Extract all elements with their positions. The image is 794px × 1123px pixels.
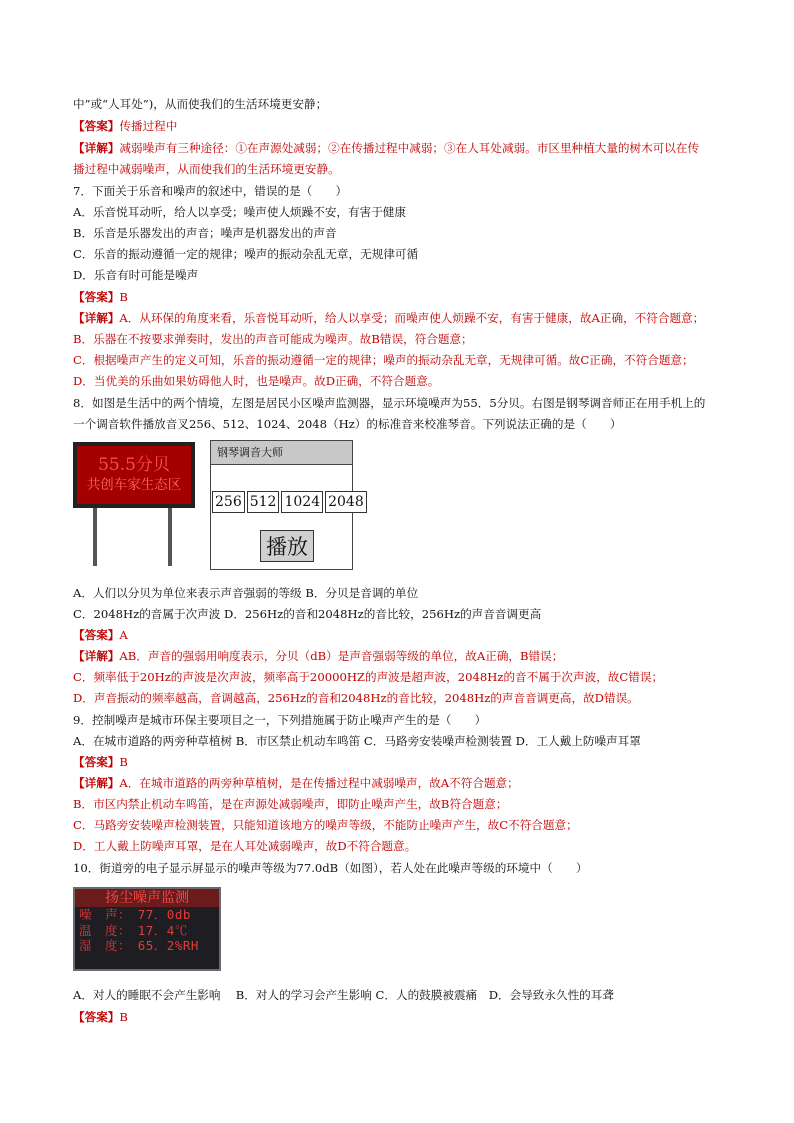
q8-options-ab: A．人们以分贝为单位来表示声音强弱的等级 B．分贝是音调的单位 xyxy=(73,586,419,600)
q10-options: A．对人的睡眠不会产生影响 B．对人的学习会产生影响 C．人的鼓膜被震痛 D．会导致永久性的耳聋 xyxy=(73,988,614,1002)
tuner-key-1024[interactable]: 1024 xyxy=(281,491,323,513)
led-header: 扬尘噪声监测 xyxy=(75,889,219,907)
q8-answer xyxy=(73,625,733,645)
tuner-app-window xyxy=(210,440,364,570)
play-button[interactable]: 播放 xyxy=(260,530,314,562)
q10-answer xyxy=(73,1007,733,1027)
answer-text: 传播过程中 xyxy=(119,119,178,133)
question-9: 9．控制噪声是城市环保主要项目之一，下列措施属于防止噪声产生的是（ ） xyxy=(73,713,487,727)
q9-explanation xyxy=(73,773,733,793)
q8-explanation xyxy=(73,646,733,666)
sign-slogan: 共创车家生态区 xyxy=(86,477,182,493)
explanation-line xyxy=(73,138,733,158)
q8-options-cd: C．2048Hz的音属于次声波 D．256Hz的音和2048Hz的音比较，256Hz的声音音调更高 xyxy=(73,607,542,621)
q7-explanation xyxy=(73,308,733,328)
tuner-key-512[interactable]: 512 xyxy=(247,491,280,513)
tuner-key-256[interactable]: 256 xyxy=(212,491,245,513)
q7-option-d: D．乐音有时可能是噪声 xyxy=(73,268,199,282)
led-noise-row: 噪 声： 77．0db xyxy=(79,907,191,922)
answer-tag: 【答案】 xyxy=(73,119,120,133)
q7-answer xyxy=(73,287,733,307)
explanation-tag: 【详解】 xyxy=(73,141,120,155)
answer-tag: 【答案】 xyxy=(73,1010,120,1024)
answer-line xyxy=(73,116,733,136)
question-7: 7．下面关于乐音和噪声的叙述中，错误的是（ ） xyxy=(73,184,348,198)
tuner-app-title: 钢琴调音大师 xyxy=(211,441,352,465)
explanation-text: A．从环保的角度来看，乐音悦耳动听，给人以享受；而噪声使人烦躁不安，有害于健康，故A正确，不符合题意； xyxy=(119,311,705,325)
q8-explanation-d: D．声音振动的频率越高，音调越高，256Hz的音和2048Hz的音比较，2048Hz的声音音调更高，故D错误。 xyxy=(73,691,639,705)
answer-text: B xyxy=(119,290,128,304)
tuner-key-2048[interactable]: 2048 xyxy=(325,491,367,513)
sign-value: 55.5分贝 xyxy=(98,455,170,475)
sign-post-right xyxy=(168,508,172,566)
answer-text: B xyxy=(119,755,128,769)
q7-explanation-b: B．乐器在不按要求弹奏时，发出的声音可能成为噪声。故B错误，符合题意； xyxy=(73,332,473,346)
explanation-text: A．在城市道路的两旁种草植树，是在传播过程中减弱噪声，故A不符合题意； xyxy=(119,776,519,790)
q9-explanation-d: D．工人戴上防噪声耳罩，是在人耳处减弱噪声，故D不符合题意。 xyxy=(73,839,417,853)
text-line: 中”或“人耳处”)，从而使我们的生活环境更安静； xyxy=(73,97,328,111)
q9-answer xyxy=(73,752,733,772)
answer-tag: 【答案】 xyxy=(73,628,120,642)
q9-options: A．在城市道路的两旁种草植树 B．市区禁止机动车鸣笛 C．马路旁安装噪声检测装置 D．工人戴上防噪声耳罩 xyxy=(73,734,641,748)
led-temperature-row: 温 度： 17．4℃ xyxy=(79,922,188,938)
q9-explanation-b: B．市区内禁止机动车鸣笛，是在声源处减弱噪声，即防止噪声产生，故B符合题意； xyxy=(73,797,508,811)
explanation-text: 减弱噪声有三种途径：①在声源处减弱；②在传播过程中减弱；③在人耳处减弱。市区里种植大量的树木可以在传 xyxy=(119,141,700,155)
q9-explanation-c: C．马路旁安装噪声检测装置，只能知道该地方的噪声等级，不能防止噪声产生，故C不符合题意； xyxy=(73,818,578,832)
explanation-line: 播过程中减弱噪声，从而使我们的生活环境更安静。 xyxy=(73,162,340,176)
question-8: 8．如图是生活中的两个情境，左图是居民小区噪声监测器，显示环境噪声为55．5分贝。右图是钢琴调音师正在用手机上的 xyxy=(73,396,706,410)
question-10: 10．街道旁的电子显示屏显示的噪声等级为77.0dB（如图），若人处在此噪声等级的环境中（ ） xyxy=(73,861,588,875)
explanation-tag: 【详解】 xyxy=(73,649,120,663)
q7-option-c: C．乐音的振动遵循一定的规律；噪声的振动杂乱无章，无规律可循 xyxy=(73,247,419,261)
led-humidity-row: 湿 度： 65．2%RH xyxy=(79,938,199,953)
answer-text: A xyxy=(119,628,128,642)
noise-monitor-sign xyxy=(73,442,195,508)
q8-explanation-c: C．频率低于20Hz的声波是次声波，频率高于20000HZ的声波是超声波，2048Hz的音不属于次声波，故C错误； xyxy=(73,670,664,684)
explanation-tag: 【详解】 xyxy=(73,311,120,325)
explanation-tag: 【详解】 xyxy=(73,776,120,790)
led-noise-display xyxy=(73,887,221,971)
q7-option-b: B．乐音是乐器发出的声音；噪声是机器发出的声音 xyxy=(73,226,337,240)
q7-option-a: A．乐音悦耳动听，给人以享受；噪声使人烦躁不安，有害于健康 xyxy=(73,205,406,219)
explanation-text: AB．声音的强弱用响度表示，分贝（dB）是声音强弱等级的单位，故A正确，B错误； xyxy=(119,649,564,663)
tuner-frequency-keys xyxy=(212,491,367,513)
answer-text: B xyxy=(119,1010,128,1024)
q7-explanation-c: C．根据噪声产生的定义可知，乐音的振动遵循一定的规律；噪声的振动杂乱无章，无规律可循。故C正确，不符合题意； xyxy=(73,353,694,367)
question-8-cont: 一个调音软件播放音叉256、512、1024、2048（Hz）的标准音来校准琴音。下列说法正确的是（ ） xyxy=(73,417,622,431)
q7-explanation-d: D．当优美的乐曲如果妨碍他人时，也是噪声。故D正确，不符合题意。 xyxy=(73,374,440,388)
answer-tag: 【答案】 xyxy=(73,290,120,304)
answer-tag: 【答案】 xyxy=(73,755,120,769)
sign-post-left xyxy=(93,508,97,566)
